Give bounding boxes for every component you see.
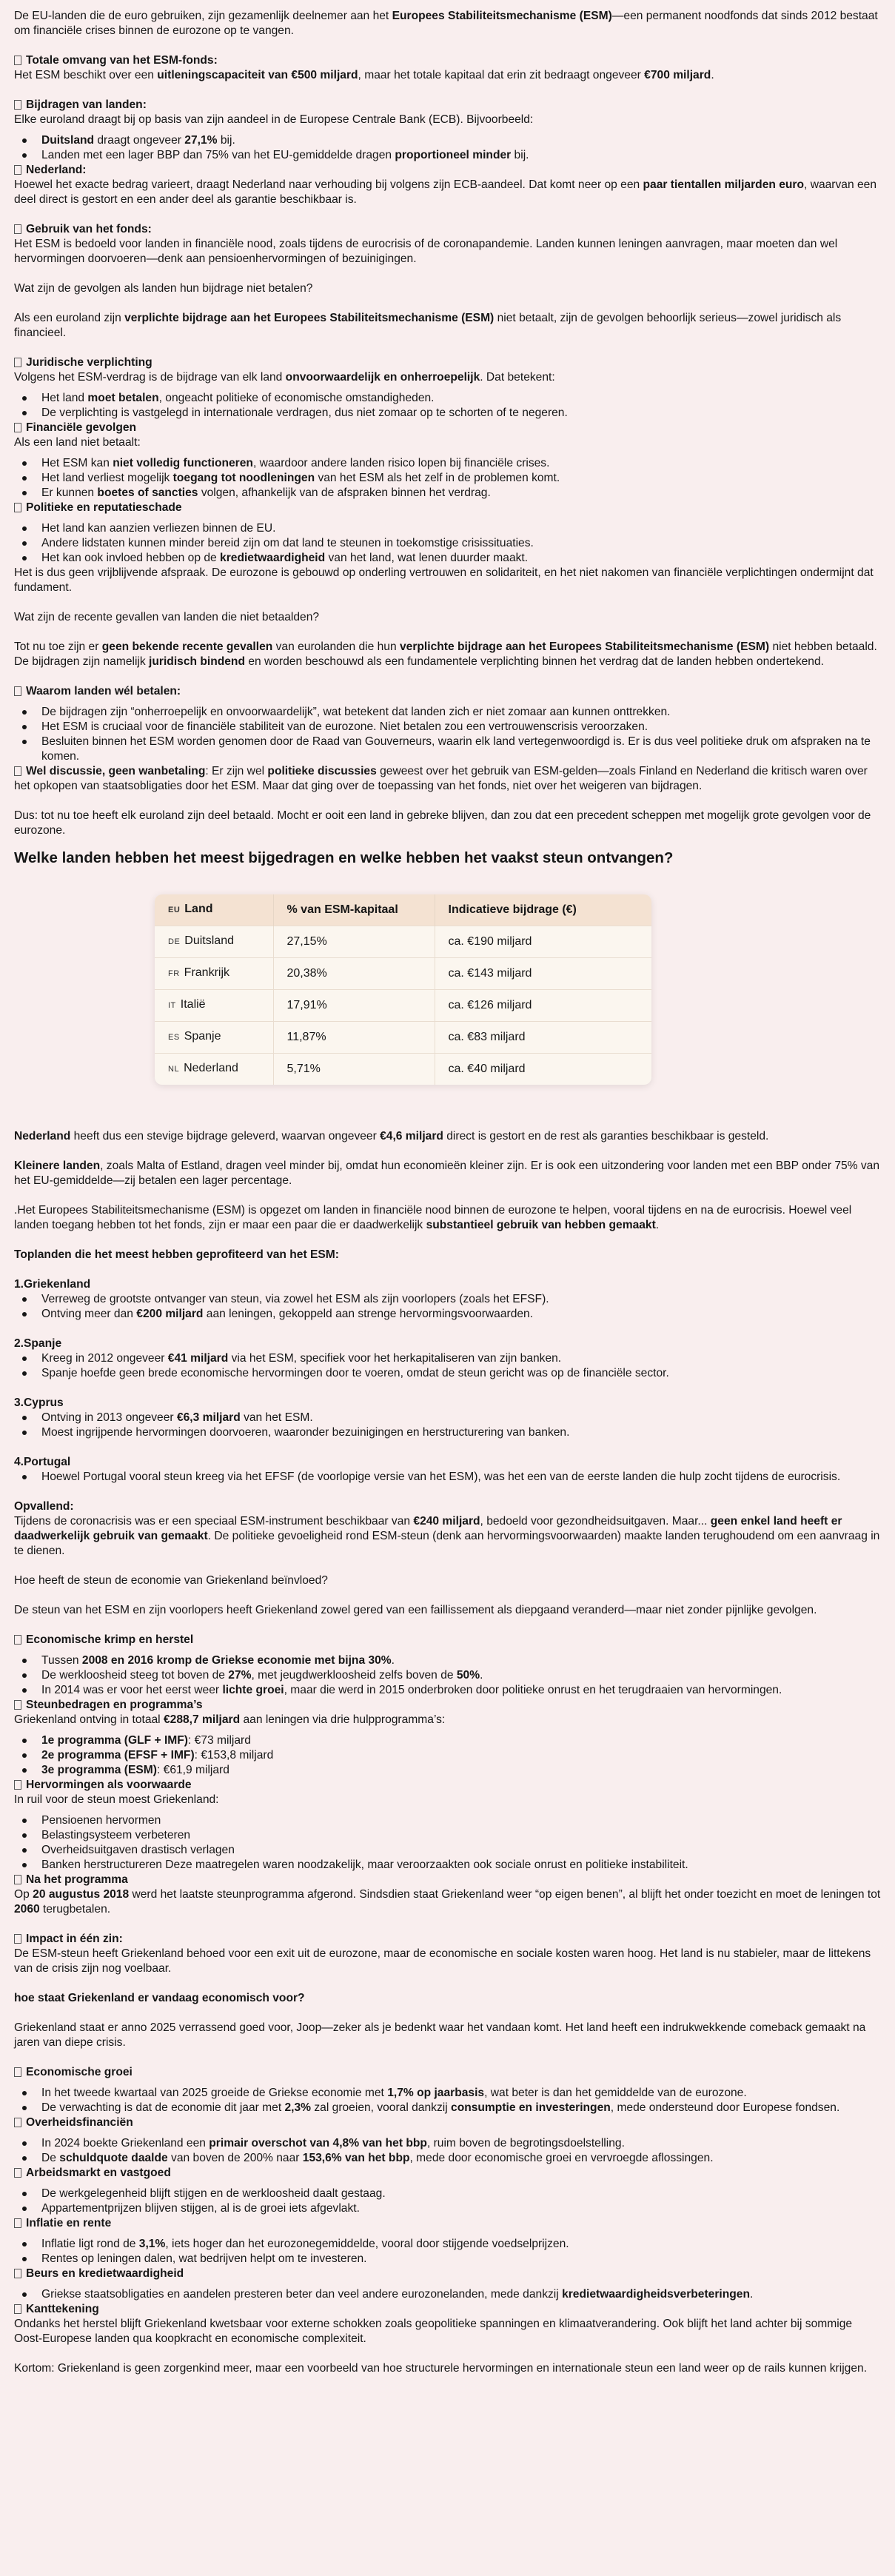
- section-heading: Inflatie en rente: [14, 2216, 882, 2231]
- emoji-icon: [14, 423, 21, 432]
- section-heading: Kanttekening: [14, 2302, 882, 2317]
- list-item: Duitsland draagt ongeveer 27,1% bij.: [14, 133, 882, 148]
- list-item: Het land moet betalen, ongeacht politieke of economische omstandigheden.: [14, 391, 882, 406]
- table-row: IT Italië 17,91% ca. €126 miljard: [155, 989, 651, 1021]
- column-header: Indicatieve bijdrage (€): [435, 894, 651, 926]
- table-header-row: [155, 894, 651, 926]
- emoji-icon: [14, 1700, 21, 1710]
- list-item: Het ESM kan niet volledig functioneren, waardoor andere landen risico lopen bij financiële crises.: [14, 456, 882, 471]
- emoji-icon: [14, 2269, 21, 2278]
- conclusion: Kortom: Griekenland is geen zorgenkind meer, maar een voorbeeld van hoe structurele hervormingen en internationale steun een land weer op de rails kunnen krijgen.: [14, 2362, 868, 2375]
- list-item: Het kan ook invloed hebben op de kredietwaardigheid van het land, wat lenen duurder maakt.: [14, 551, 882, 566]
- section-heading: Waarom landen wél betalen:: [14, 684, 882, 699]
- list-item: Het land kan aanzien verliezen binnen de EU.: [14, 521, 882, 536]
- country-cyprus: 3.Cyprus Ontving in 2013 ongeveer €6,3 miljard van het ESM. Moest ingrijpende hervormingen doorvoeren, waaronder bezuinigingen en herstructurering van banken.: [14, 1396, 882, 1440]
- list-item: In 2014 was er voor het eerst weer lichte groei, maar die werd in 2015 onderbroken door politieke onrust en het terugdraaien van hervormingen.: [14, 1683, 882, 1698]
- list-item: Inflatie ligt rond de 3,1%, iets hoger dan het eurozonegemiddelde, vooral door stijgende voedselprijzen.: [14, 2237, 882, 2252]
- section-heading: Financiële gevolgen: [14, 421, 882, 435]
- country-griekenland: 1.Griekenland Verreweg de grootste ontvanger van steun, via zowel het ESM als zijn voorlopers (zoals het EFSF). Ontving meer dan €200 miljard aan leningen, gekoppeld aan strenge hervormingsvoorwaarden.: [14, 1277, 882, 1322]
- question: hoe staat Griekenland er vandaag economisch voor?: [14, 1992, 305, 2004]
- section-opvallend: Opvallend: Tijdens de coronacrisis was er een speciaal ESM-instrument beschikbaar van €240 miljard, bedoeld voor gezondheidsuitgaven. Maar... geen enkel land heeft er daadwerkelijk gebruik van gemaakt. De politieke gevoeligheid rond ESM-steun (denk aan hervormingsvoorwaarden) maakte landen terughoudend om een aanvraag in te dienen.: [14, 1499, 882, 1559]
- section-impact: Impact in één zin: De ESM-steun heeft Griekenland behoed voor een exit uit de eurozone, maar de economische en sociale kosten waren hoog. Het land is nu stabieler, maar de littekens van de crisis zijn nog voelbaar.: [14, 1932, 882, 1976]
- list-item: De werkgelegenheid blijft stijgen en de werkloosheid daalt gestaag.: [14, 2187, 882, 2201]
- section-heading: Overheidsfinanciën: [14, 2115, 882, 2130]
- section-heading: Economische krimp en herstel: [14, 1633, 882, 1647]
- emoji-icon: [14, 358, 21, 367]
- section-heading: Politieke en reputatieschade: [14, 501, 882, 515]
- section-heading: Gebruik van het fonds:: [14, 222, 882, 237]
- list-item: Andere lidstaten kunnen minder bereid zijn om dat land te steunen in toekomstige crisissituaties.: [14, 536, 882, 551]
- list-item: Belastingsysteem verbeteren: [14, 1828, 882, 1843]
- section-heading: Arbeidsmarkt en vastgoed: [14, 2166, 882, 2181]
- list-item: Spanje hoefde geen brede economische hervormingen door te voeren, omdat de steun gericht was op de financiële sector.: [14, 1366, 882, 1381]
- emoji-icon: [14, 1780, 21, 1790]
- table-row: ES Spanje 11,87% ca. €83 miljard: [155, 1021, 651, 1053]
- column-header: % van ESM-kapitaal: [273, 894, 435, 926]
- emoji-icon: [14, 100, 21, 110]
- list-item: Overheidsuitgaven drastisch verlagen: [14, 1843, 882, 1858]
- list-item: Er kunnen boetes of sancties volgen, afhankelijk van de afspraken binnen het verdrag.: [14, 486, 882, 501]
- country-spanje: 2.Spanje Kreeg in 2012 ongeveer €41 miljard via het ESM, specifiek voor het herkapitaliseren van zijn banken. Spanje hoefde geen brede economische hervormingen door te voeren, omdat de steun gericht was op de financiële sector.: [14, 1336, 882, 1381]
- list-item: Griekse staatsobligaties en aandelen presteren beter dan veel andere eurozonelanden, mede dankzij kredietwaardigheidsverbeteringen.: [14, 2287, 882, 2302]
- list-item: Verreweg de grootste ontvanger van steun, via zowel het ESM als zijn voorlopers (zoals het EFSF).: [14, 1292, 882, 1307]
- section-bijdragen: Bijdragen van landen: Elke euroland draagt bij op basis van zijn aandeel in de Europese Centrale Bank (ECB). Bijvoorbeeld: Duitsland draagt ongeveer 27,1% bij. Landen met een lager BBP dan 75% van het EU-gemiddelde dragen proportioneel minder bij. Nederland: Hoewel het exacte bedrag varieert, draagt Nederland naar verhouding bij volgens zijn ECB-aandeel. Dat komt neer op een paar tientallen miljarden euro, waarvan een deel direct is gestort en een ander deel als garantie beschikbaar is.: [14, 98, 882, 207]
- contribution-table: [155, 894, 651, 1085]
- country-portugal: 4.Portugal Hoewel Portugal vooral steun kreeg via het EFSF (de voorlopige versie van het ESM), was het een van de eerste landen die hulp zocht tijdens de eurocrisis.: [14, 1455, 882, 1485]
- list-item: De schuldquote daalde van boven de 200% naar 153,6% van het bbp, mede door economische groei en vervroegde aflossingen.: [14, 2151, 882, 2166]
- section-heading: Impact in één zin:: [14, 1932, 882, 1947]
- emoji-icon: [14, 165, 21, 175]
- emoji-icon: [14, 2168, 21, 2178]
- intro-paragraph: De EU-landen die de euro gebruiken, zijn gezamenlijk deelnemer aan het Europees Stabiliteitsmechanisme (ESM)—een permanent noodfonds dat sinds 2012 bestaat om financiële crises binnen de eurozone op te vangen.: [14, 10, 878, 37]
- list-item: Banken herstructureren Deze maatregelen waren noodzakelijk, maar veroorzaakten ook sociale onrust en politieke instabiliteit.: [14, 1858, 882, 1873]
- question: Hoe heeft de steun de economie van Griekenland beïnvloed?: [14, 1574, 328, 1587]
- section-gebruik: Gebruik van het fonds: Het ESM is bedoeld voor landen in financiële nood, zoals tijdens de eurocrisis of de coronapandemie. Landen kunnen leningen aanvragen, maar moeten dan wel hervormingen doorvoeren—denk aan pensioenhervormingen of bezuinigingen.: [14, 222, 882, 267]
- emoji-icon: [14, 2304, 21, 2314]
- list-item: Landen met een lager BBP dan 75% van het EU-gemiddelde dragen proportioneel minder bij.: [14, 148, 882, 163]
- list-item: Het ESM is cruciaal voor de financiële stabiliteit van de eurozone. Niet betalen zou een vertrouwenscrisis veroorzaken.: [14, 720, 882, 735]
- section-heading: Bijdragen van landen:: [14, 98, 882, 113]
- section-juridisch: Juridische verplichting Volgens het ESM-verdrag is de bijdrage van elk land onvoorwaardelijk en onherroepelijk. Dat betekent: Het land moet betalen, ongeacht politieke of economische omstandigheden. De verplichting is vastgelegd in internationale verdragen, dus niet zomaar op te schorten of te negeren. Financiële gevolgen Als een land niet betaalt: Het ESM kan niet volledig functioneren, waardoor andere landen risico lopen bij financiële crises. Het land verliest mogelijk toegang tot noodleningen van het ESM als het zelf in de problemen komt. Er kunnen boetes of sancties volgen, afhankelijk van de afspraken binnen het verdrag. Politieke en reputatieschade Het land kan aanzien verliezen binnen de EU. Andere lidstaten kunnen minder bereid zijn om dat land te steunen in toekomstige crisissituaties. Het kan ook invloed hebben op de kredietwaardigheid van het land, wat lenen duurder maakt. Het is dus geen vrijblijvende afspraak. De eurozone is gebouwd op onderling vertrouwen en solidariteit, en het niet nakomen van financiële verplichtingen ondermijnt dat fundament.: [14, 355, 882, 595]
- section-omvang: Totale omvang van het ESM-fonds: Het ESM beschikt over een uitleningscapaciteit van €500 miljard, maar het totale kapitaal dat erin zit bedraagt ongeveer €700 miljard.: [14, 53, 882, 83]
- section-heading: Beurs en kredietwaardigheid: [14, 2266, 882, 2281]
- question: Wat zijn de recente gevallen van landen die niet betaalden?: [14, 611, 320, 623]
- section-title: Welke landen hebben het meest bijgedragen en welke hebben het vaakst steun ontvangen?: [14, 849, 674, 866]
- section-heading: Juridische verplichting: [14, 355, 882, 370]
- list-item: 1e programma (GLF + IMF): €73 miljard: [14, 1733, 882, 1748]
- list-item: 2e programma (EFSF + IMF): €153,8 miljard: [14, 1748, 882, 1763]
- emoji-icon: [14, 503, 21, 512]
- table-row: FR Frankrijk 20,38% ca. €143 miljard: [155, 957, 651, 989]
- section-heading: Totale omvang van het ESM-fonds:: [14, 53, 882, 68]
- section-heading: Opvallend:: [14, 1500, 74, 1513]
- list-item: Appartementprijzen blijven stijgen, al is de groei iets afgevlakt.: [14, 2201, 882, 2216]
- list-item: De bijdragen zijn “onherroepelijk en onvoorwaardelijk”, wat betekent dat landen zich er niet zomaar aan kunnen onttrekken.: [14, 705, 882, 720]
- emoji-icon: [14, 2218, 21, 2228]
- list-item: Het land verliest mogelijk toegang tot noodleningen van het ESM als het zelf in de problemen komt.: [14, 471, 882, 486]
- section-heading: Nederland:: [14, 163, 882, 178]
- list-item: Pensioenen hervormen: [14, 1813, 882, 1828]
- list-item: De verwachting is dat de economie dit jaar met 2,3% zal groeien, vooral dankzij consumptie en investeringen, mede ondersteund door Europese fondsen.: [14, 2101, 882, 2115]
- emoji-icon: [14, 1875, 21, 1884]
- emoji-icon: [14, 56, 21, 65]
- section-groei: Economische groei In het tweede kwartaal van 2025 groeide de Griekse economie met 1,7% op jaarbasis, wat beter is dan het gemiddelde van de eurozone. De verwachting is dat de economie dit jaar met 2,3% zal groeien, vooral dankzij consumptie en investeringen, mede ondersteund door Europese fondsen. Overheidsfinanciën In 2024 boekte Griekenland een primair overschot van 4,8% van het bbp, ruim boven de begrotingsdoelstelling. De schuldquote daalde van boven de 200% naar 153,6% van het bbp, mede door economische groei en vervroegde aflossingen. Arbeidsmarkt en vastgoed De werkgelegenheid blijft stijgen en de werkloosheid daalt gestaag. Appartementprijzen blijven stijgen, al is de groei iets afgevlakt. Inflatie en rente Inflatie ligt rond de 3,1%, iets hoger dan het eurozonegemiddelde, vooral door stijgende voedselprijzen. Rentes op leningen dalen, wat bedrijven helpt om te investeren. Beurs en kredietwaardigheid Griekse staatsobligaties en aandelen presteren beter dan veel andere eurozonelanden, mede dankzij kredietwaardigheidsverbeteringen. Kanttekening Ondanks het herstel blijft Griekenland kwetsbaar voor externe schokken zoals geopolitieke spanningen en klimaatverandering. Ook blijft het land achter bij sommige Oost-Europese landen qua koopkracht en economische complexiteit.: [14, 2065, 882, 2346]
- list-item: Besluiten binnen het ESM worden genomen door de Raad van Gouverneurs, waarin elk land vertegenwoordigd is. Er is dus veel politieke druk om afspraken na te komen.: [14, 735, 882, 764]
- list-item: In 2024 boekte Griekenland een primair overschot van 4,8% van het bbp, ruim boven de begrotingsdoelstelling.: [14, 2136, 882, 2151]
- list-item: Kreeg in 2012 ongeveer €41 miljard via het ESM, specifiek voor het herkapitaliseren van zijn banken.: [14, 1351, 882, 1366]
- list-item: Hoewel Portugal vooral steun kreeg via het EFSF (de voorlopige versie van het ESM), was het een van de eerste landen die hulp zocht tijdens de eurocrisis.: [14, 1470, 882, 1485]
- question: Wat zijn de gevolgen als landen hun bijdrage niet betalen?: [14, 282, 313, 295]
- section-heading: Toplanden die het meest hebben geprofiteerd van het ESM:: [14, 1248, 339, 1261]
- column-header: EU Land: [155, 894, 273, 926]
- table-row: DE Duitsland 27,15% ca. €190 miljard: [155, 926, 651, 957]
- emoji-icon: [14, 1635, 21, 1645]
- section-heading: Hervormingen als voorwaarde: [14, 1778, 882, 1793]
- list-item: De werkloosheid steeg tot boven de 27%, met jeugdwerkloosheid zelfs boven de 50%.: [14, 1668, 882, 1683]
- section-waarom: Waarom landen wél betalen: De bijdragen zijn “onherroepelijk en onvoorwaardelijk”, wat betekent dat landen zich er niet zomaar aan kunnen onttrekken. Het ESM is cruciaal voor de financiële stabiliteit van de eurozone. Niet betalen zou een vertrouwenscrisis veroorzaken. Besluiten binnen het ESM worden genomen door de Raad van Gouverneurs, waarin elk land vertegenwoordigd is. Er is dus veel politieke druk om afspraken na te komen. Wel discussie, geen wanbetaling: Er zijn wel politieke discussies geweest over het gebruik van ESM-gelden—zoals Finland en Nederland die kritisch waren over het opkopen van staatsobligaties door het ESM. Maar dat ging over de toepassing van het fonds, niet over het weigeren van bijdragen.: [14, 684, 882, 794]
- emoji-icon: [14, 2118, 21, 2127]
- section-heading: Steunbedragen en programma’s: [14, 1698, 882, 1713]
- emoji-icon: [14, 224, 21, 234]
- emoji-icon: [14, 766, 21, 776]
- list-item: Ontving meer dan €200 miljard aan leningen, gekoppeld aan strenge hervormingsvoorwaarden.: [14, 1307, 882, 1322]
- emoji-icon: [14, 2067, 21, 2077]
- list-item: Rentes op leningen dalen, wat bedrijven helpt om te investeren.: [14, 2252, 882, 2266]
- section-heading: Economische groei: [14, 2065, 882, 2080]
- list-item: Tussen 2008 en 2016 kromp de Griekse economie met bijna 30%.: [14, 1653, 882, 1668]
- list-item: In het tweede kwartaal van 2025 groeide de Griekse economie met 1,7% op jaarbasis, wat beter is dan het gemiddelde van de eurozone.: [14, 2086, 882, 2101]
- list-item: Moest ingrijpende hervormingen doorvoeren, waaronder bezuinigingen en herstructurering van banken.: [14, 1425, 882, 1440]
- table-row: NL Nederland 5,71% ca. €40 miljard: [155, 1053, 651, 1085]
- list-item: 3e programma (ESM): €61,9 miljard: [14, 1763, 882, 1778]
- emoji-icon: [14, 1934, 21, 1944]
- section-heading: Na het programma: [14, 1873, 882, 1887]
- emoji-icon: [14, 686, 21, 696]
- section-krimp: Economische krimp en herstel Tussen 2008 en 2016 kromp de Griekse economie met bijna 30%. De werkloosheid steeg tot boven de 27%, met jeugdwerkloosheid zelfs boven de 50%. In 2014 was er voor het eerst weer lichte groei, maar die werd in 2015 onderbroken door politieke onrust en het terugdraaien van hervormingen. Steunbedragen en programma’s Griekenland ontving in totaal €288,7 miljard aan leningen via drie hulpprogramma’s: 1e programma (GLF + IMF): €73 miljard 2e programma (EFSF + IMF): €153,8 miljard 3e programma (ESM): €61,9 miljard Hervormingen als voorwaarde In ruil voor de steun moest Griekenland: Pensioenen hervormen Belastingsysteem verbeteren Overheidsuitgaven drastisch verlagen Banken herstructureren Deze maatregelen waren noodzakelijk, maar veroorzaakten ook sociale onrust en politieke instabiliteit. Na het programma Op 20 augustus 2018 werd het laatste steunprogramma afgerond. Sindsdien staat Griekenland weer “op eigen benen”, al blijft het onder toezicht en moet de leningen tot 2060 terugbetalen.: [14, 1633, 881, 1916]
- list-item: De verplichting is vastgelegd in internationale verdragen, dus niet zomaar op te schorten of te negeren.: [14, 406, 882, 421]
- document: De EU-landen die de euro gebruiken, zijn gezamenlijk deelnemer aan het Europees Stabiliteitsmechanisme (ESM)—een permanent noodfonds dat sinds 2012 bestaat om financiële crises binnen de eurozone op te vangen. Totale omvang van het ESM-fonds: Het ESM beschikt over een uitleningscapaciteit van €500 miljard, maar het totale kapitaal dat erin zit bedraagt ongeveer €700 miljard. Bijdragen van landen: Elke euroland draagt bij op basis van zijn aandeel in de Europese Centrale Bank (ECB). Bijvoorbeeld: Duitsland draagt ongeveer 27,1% bij. Landen met een lager BBP dan 75% van het EU-gemiddelde dragen proportioneel minder bij. Nederland: Hoewel het exacte bedrag varieert, draagt Nederland naar verhouding bij volgens zijn ECB-aandeel. Dat komt neer op een paar tientallen miljarden euro, waarvan een deel direct is gestort en een ander deel als garantie beschikbaar is. Gebruik van het fonds: Het ESM is bedoeld voor landen in financiële nood, zoals tijdens de eurocrisis of de coronapandemie. Landen kunnen leningen aanvragen, maar moeten dan wel hervormingen doorvoeren—denk aan pensioenhervormingen of bezuinigingen. Wat zijn de gevolgen als landen hun bijdrage niet betalen? Als een euroland zijn verplichte bijdrage aan het Europees Stabiliteitsmechanisme (ESM) niet betaalt, zijn de gevolgen behoorlijk serieus—zowel juridisch als financieel. Juridische verplichting Volgens het ESM-verdrag is de bijdrage van elk land onvoorwaardelijk en onherroepelijk. Dat betekent: Het land moet betalen, ongeacht politieke of economische omstandigheden. De verplichting is vastgelegd in internationale verdragen, dus niet zomaar op te schorten of te negeren. Financiële gevolgen Als een land niet betaalt: Het ESM kan niet volledig functioneren, waardoor andere landen risico lopen bij financiële crises. Het land verliest mogelijk toegang tot noodleningen van het ESM als het zelf in de problemen komt. Er kunnen boetes of sancties volgen, afhankelijk van de afspraken binnen het verdrag. Politieke en reputatieschade Het land kan aanzien verliezen binnen de EU. Andere lidstaten kunnen minder bereid zijn om dat land te steunen in toekomstige crisissituaties. Het kan ook invloed hebben op de kredietwaardigheid van het land, wat lenen duurder maakt. Het is dus geen vrijblijvende afspraak. De eurozone is gebouwd op onderling vertrouwen en solidariteit, en het niet nakomen van financiële verplichtingen ondermijnt dat fundament. Wat zijn de recente gevallen van landen die niet betaalden? Tot nu toe zijn er geen bekende recente gevallen van eurolanden die hun verplichte bijdrage aan het Europees Stabiliteitsmechanisme (ESM) niet hebben betaald. De bijdragen zijn namelijk juridisch bindend en worden beschouwd als een fundamentele verplichting binnen het verdrag dat de landen hebben ondertekend. Waarom landen wél betalen: De bijdragen zijn “onherroepelijk en onvoorwaardelijk”, wat betekent dat landen zich er niet zomaar aan kunnen onttrekken. Het ESM is cruciaal voor de financiële stabiliteit van de eurozone. Niet betalen zou een vertrouwenscrisis veroorzaken. Besluiten binnen het ESM worden genomen door de Raad van Gouverneurs, waarin elk land vertegenwoordigd is. Er is dus veel politieke druk om afspraken na te komen. Wel discussie, geen wanbetaling: Er zijn wel politieke discussies geweest over het gebruik van ESM-gelden—zoals Finland en Nederland die kritisch waren over het opkopen van staatsobligaties door het ESM. Maar dat ging over de toepassing van het fonds, niet over het weigeren van bijdragen. Dus: tot nu toe heeft elk euroland zijn deel betaald. Mocht er ooit een land in gebreke blijven, dan zou dat een precedent scheppen met mogelijk grote gevolgen voor de eurozone. Welke landen hebben het meest bijgedragen en welke hebben het vaakst steun ontvangen? EU Land % van ESM-kapitaal Indicatieve bijdrage (€) DE Duitsland 27,15% ca. €190 miljard FR Frankrijk 20,38% ca. €143 miljard IT Italië 17,91% ca. €126 miljard ES Spanje 11,87% ca. €83 miljard NL Nederland 5,71% ca. €40 miljard Nederland heeft dus een stevige bijdrage geleverd, waarvan ongeveer €4,6 miljard direct is gestort en de rest als garanties beschikbaar is gesteld. Kleinere landen, zoals Malta of Estland, dragen veel minder bij, omdat hun economieën kleiner zijn. Er is ook een uitzondering voor landen met een BBP onder 75% van het EU-gemiddelde—zij betalen een lager percentage. .Het Europees Stabiliteitsmechanisme (ESM) is opgezet om landen in financiële nood binnen de eurozone te helpen, vooral tijdens en na de eurocrisis. Hoewel veel landen toegang hebben tot het fonds, zijn er maar een paar die er daadwerkelijk substantieel gebruik van hebben gemaakt. Toplanden die het meest hebben geprofiteerd van het ESM: 1.Griekenland Verreweg de grootste ontvanger van steun, via zowel het ESM als zijn voorlopers (zoals het EFSF). Ontving meer dan €200 miljard aan leningen, gekoppeld aan strenge hervormingsvoorwaarden. 2.Spanje Kreeg in 2012 ongeveer €41 miljard via het ESM, specifiek voor het herkapitaliseren van zijn banken. Spanje hoefde geen brede economische hervormingen door te voeren, omdat de steun gericht was op de financiële sector. 3.Cyprus Ontving in 2013 ongeveer €6,3 miljard van het ESM. Moest ingrijpende hervormingen doorvoeren, waaronder bezuinigingen en herstructurering van banken. 4.Portugal Hoewel Portugal vooral steun kreeg via het EFSF (de voorlopige versie van het ESM), was het een van de eerste landen die hulp zocht tijdens de eurocrisis. Opvallend: Tijdens de coronacrisis was er een speciaal ESM-instrument beschikbaar van €240 miljard, bedoeld voor gezondheidsuitgaven. Maar... geen enkel land heeft er daadwerkelijk gebruik van gemaakt. De politieke gevoeligheid rond ESM-steun (denk aan hervormingsvoorwaarden) maakte landen terughoudend om een aanvraag in te dienen. Hoe heeft de steun de economie van Griekenland beïnvloed? De steun van het ESM en zijn voorlopers heeft Griekenland zowel gered van een faillissement als diepgaand veranderd—maar niet zonder pijnlijke gevolgen. Economische krimp en herstel Tussen 2008 en 2016 kromp de Griekse economie met bijna 30%. De werkloosheid steeg tot boven de 27%, met jeugdwerkloosheid zelfs boven de 50%. In 2014 was er voor het eerst weer lichte groei, maar die werd in 2015 onderbroken door politieke onrust en het terugdraaien van hervormingen. Steunbedragen en programma’s Griekenland ontving in totaal €288,7 miljard aan leningen via drie hulpprogramma’s: 1e programma (GLF + IMF): €73 miljard 2e programma (EFSF + IMF): €153,8 miljard 3e programma (ESM): €61,9 miljard Hervormingen als voorwaarde In ruil voor de steun moest Griekenland: Pensioenen hervormen Belastingsysteem verbeteren Overheidsuitgaven drastisch verlagen Banken herstructureren Deze maatregelen waren noodzakelijk, maar veroorzaakten ook sociale onrust en politieke instabiliteit. Na het programma Op 20 augustus 2018 werd het laatste steunprogramma afgerond. Sindsdien staat Griekenland weer “op eigen benen”, al blijft het onder toezicht en moet de leningen tot 2060 terugbetalen. Impact in één zin: De ESM-steun heeft Griekenland behoed voor een exit uit de eurozone, maar de economische en sociale kosten waren hoog. Het land is nu stabieler, maar de littekens van de crisis zijn nog voelbaar. hoe staat Griekenland er vandaag economisch voor? Griekenland staat er anno 2025 verrassend goed voor, Joop—zeker als je bedenkt waar het vandaan komt. Het land heeft een indrukwekkende comeback gemaakt na jaren van diepe crisis. Economische groei In het tweede kwartaal van 2025 groeide de Griekse economie met 1,7% op jaarbasis, wat beter is dan het gemiddelde van de eurozone. De verwachting is dat de economie dit jaar met 2,3% zal groeien, vooral dankzij consumptie en investeringen, mede ondersteund door Europese fondsen. Overheidsfinanciën In 2024 boekte Griekenland een primair overschot van 4,8% van het bbp, ruim boven de begrotingsdoelstelling. De schuldquote daalde van boven de 200% naar 153,6% van het bbp, mede door economische groei en vervroegde aflossingen. Arbeidsmarkt en vastgoed De werkgelegenheid blijft stijgen en de werkloosheid daalt gestaag. Appartementprijzen blijven stijgen, al is de groei iets afgevlakt. Inflatie en rente Inflatie ligt rond de 3,1%, iets hoger dan het eurozonegemiddelde, vooral door stijgende voedselprijzen. Rentes op leningen dalen, wat bedrijven helpt om te investeren. Beurs en kredietwaardigheid Griekse staatsobligaties en aandelen presteren beter dan veel andere eurozonelanden, mede dankzij kredietwaardigheidsverbeteringen. Kanttekening Ondanks het herstel blijft Griekenland kwetsbaar voor externe schokken zoals geopolitieke spanningen en klimaatverandering. Ook blijft het land achter bij sommige Oost-Europese landen qua koopkracht en economische complexiteit. Kortom: Griekenland is geen zorgenkind meer, maar een voorbeeld van hoe structurele hervormingen en internationale steun een land weer op de rails kunnen krijgen.: [14, 10, 881, 2375]
- list-item: Ontving in 2013 ongeveer €6,3 miljard van het ESM.: [14, 1411, 882, 1425]
